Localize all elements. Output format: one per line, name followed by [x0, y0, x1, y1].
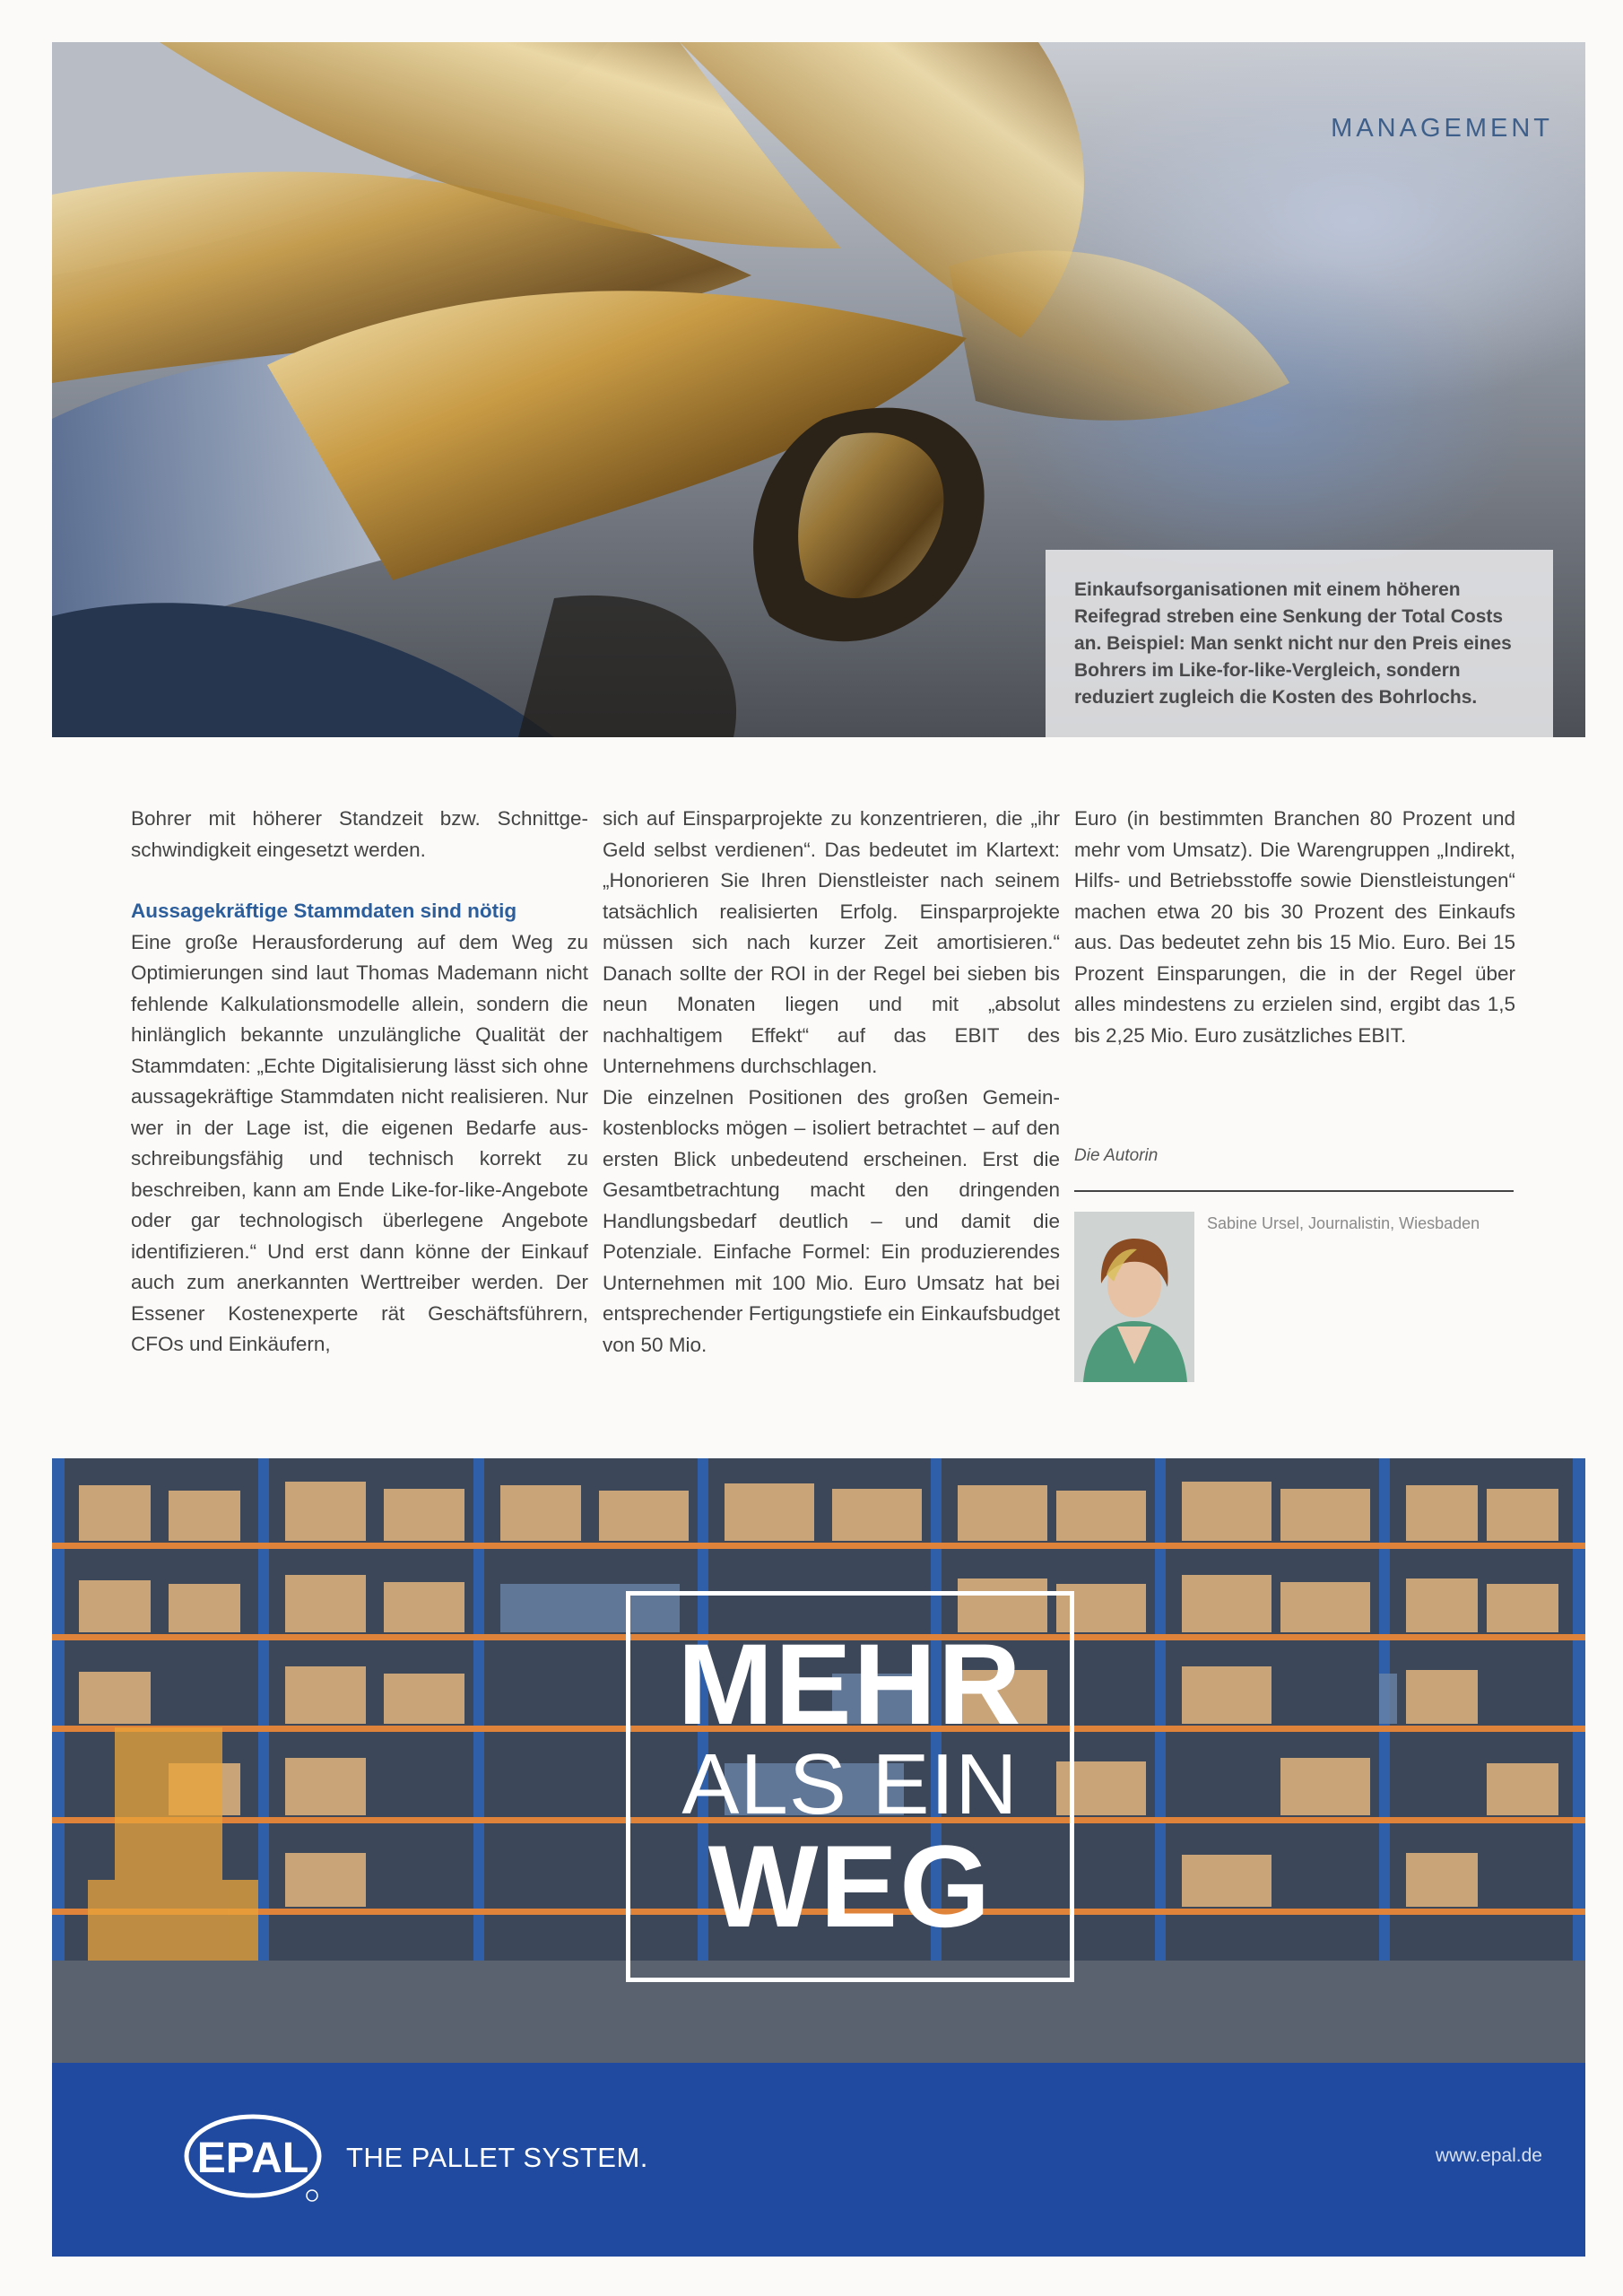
author-divider	[1074, 1190, 1514, 1192]
ad-warehouse-photo	[52, 1458, 1585, 2063]
col1-intro: Bohrer mit höherer Standzeit bzw. Schnittgeschwindigkeit eingesetzt werden.	[131, 807, 588, 861]
ad-headline-line-2: ALS EIN	[681, 1736, 1019, 1832]
subheading: Aussagekräftige Stammdaten sind nötig	[131, 900, 517, 922]
article-column-3	[1074, 804, 1515, 1051]
section-label: MANAGEMENT	[1331, 114, 1553, 143]
col2-paragraph-1: sich auf Einsparprojekte zu konzentrieren, die „ihr Geld selbst verdienen“. Das bedeutet im Klartext: „Honorieren Sie Ihren Dienstleister nach seinem tatsächlich realisierten Erfolg. Einsparprojekte müssen sich nach kurzer Zeit amortisieren.“ Danach sollte der ROI in der Regel bei sieben bis neun Monaten liegen und mit „absolut nachhaltigem Effekt“ auf das EBIT des Unternehmens durchschlagen.	[603, 807, 1060, 1077]
ad-headline-box	[626, 1591, 1074, 1982]
epal-logo-text: EPAL	[196, 2135, 309, 2182]
ad-url[interactable]: www.epal.de	[1435, 2145, 1542, 2166]
article-column-1	[131, 804, 588, 1361]
col1-body: Eine große Herausforderung auf dem Weg zu Optimierungen sind laut Thomas Mademann nicht fehlende Kalkulationsmodelle allein, sondern die hinlänglich bekannte unzulängliche Qualität der Stammdaten: „Echte Digitalisierung lässt sich ohne aussagekräftige Stammdaten nicht realisieren. Nur wer in der Lage ist, die eigenen Bedarfe ausschreibungsfähig und technisch korrekt zu beschreiben, kann am Ende Like-for-like-Angebote oder gar technologisch überlegene Angebote identifizieren.“ Und erst dann könne der Einkauf auch zum anerkannten Werttreiber werden. Der Essener Kostenexperte rät Geschäftsführern, CFOs und Einkäufern,	[131, 930, 588, 1355]
author-photo	[1074, 1212, 1194, 1382]
article-column-2	[603, 804, 1060, 1361]
ad-tagline: THE PALLET SYSTEM.	[346, 2142, 648, 2173]
epal-logo	[181, 2109, 330, 2206]
hero-photo	[52, 42, 1585, 737]
col2-paragraph-2: Die einzelnen Positionen des großen Gemeinkostenblocks mögen – isoliert betrachtet – auf den ersten Blick unbedeutend erscheinen. Erst die Gesamtbetrachtung macht den dringenden Handlungsbedarf deutlich – und damit die Potenziale. Einfache Formel: Ein produzierendes Unternehmen mit 100 Mio. Euro Umsatz hat bei entsprechender Fertigungstiefe ein Einkaufsbudget von 50 Mio.	[603, 1085, 1060, 1356]
caption-box	[1046, 550, 1553, 737]
author-name: Sabine Ursel, Journalistin, Wiesbaden	[1207, 1214, 1480, 1232]
col3-paragraph-1: Euro (in bestimmten Branchen 80 Prozent und mehr vom Umsatz). Die Warengruppen „Indirekt, Hilfs- und Betriebsstoffe sowie Dienstleistungen“ machen etwa 20 bis 30 Prozent des Einkaufs aus. Das bedeutet zehn bis 15 Mio. Euro. Bei 15 Prozent Einsparungen, die in der Regel über alles mindestens zu erzielen sind, ergibt das 1,5 bis 2,25 Mio. Euro zusätzliches EBIT.	[1074, 807, 1515, 1047]
hero-caption: Einkaufsorganisationen mit einem höheren Reifegrad streben eine Senkung der Total Costs an. Beispiel: Man senkt nicht nur den Preis eines Bohrers im Like-for-like-Vergleich, sondern reduziert zugleich die Kosten des Bohrlochs.	[1074, 579, 1512, 708]
ad-brand-bar	[52, 2063, 1585, 2257]
ad-headline-line-1: MEHR	[677, 1621, 1023, 1749]
author-label: Die Autorin	[1074, 1146, 1159, 1165]
ad-headline-line-3: WEG	[707, 1821, 993, 1952]
